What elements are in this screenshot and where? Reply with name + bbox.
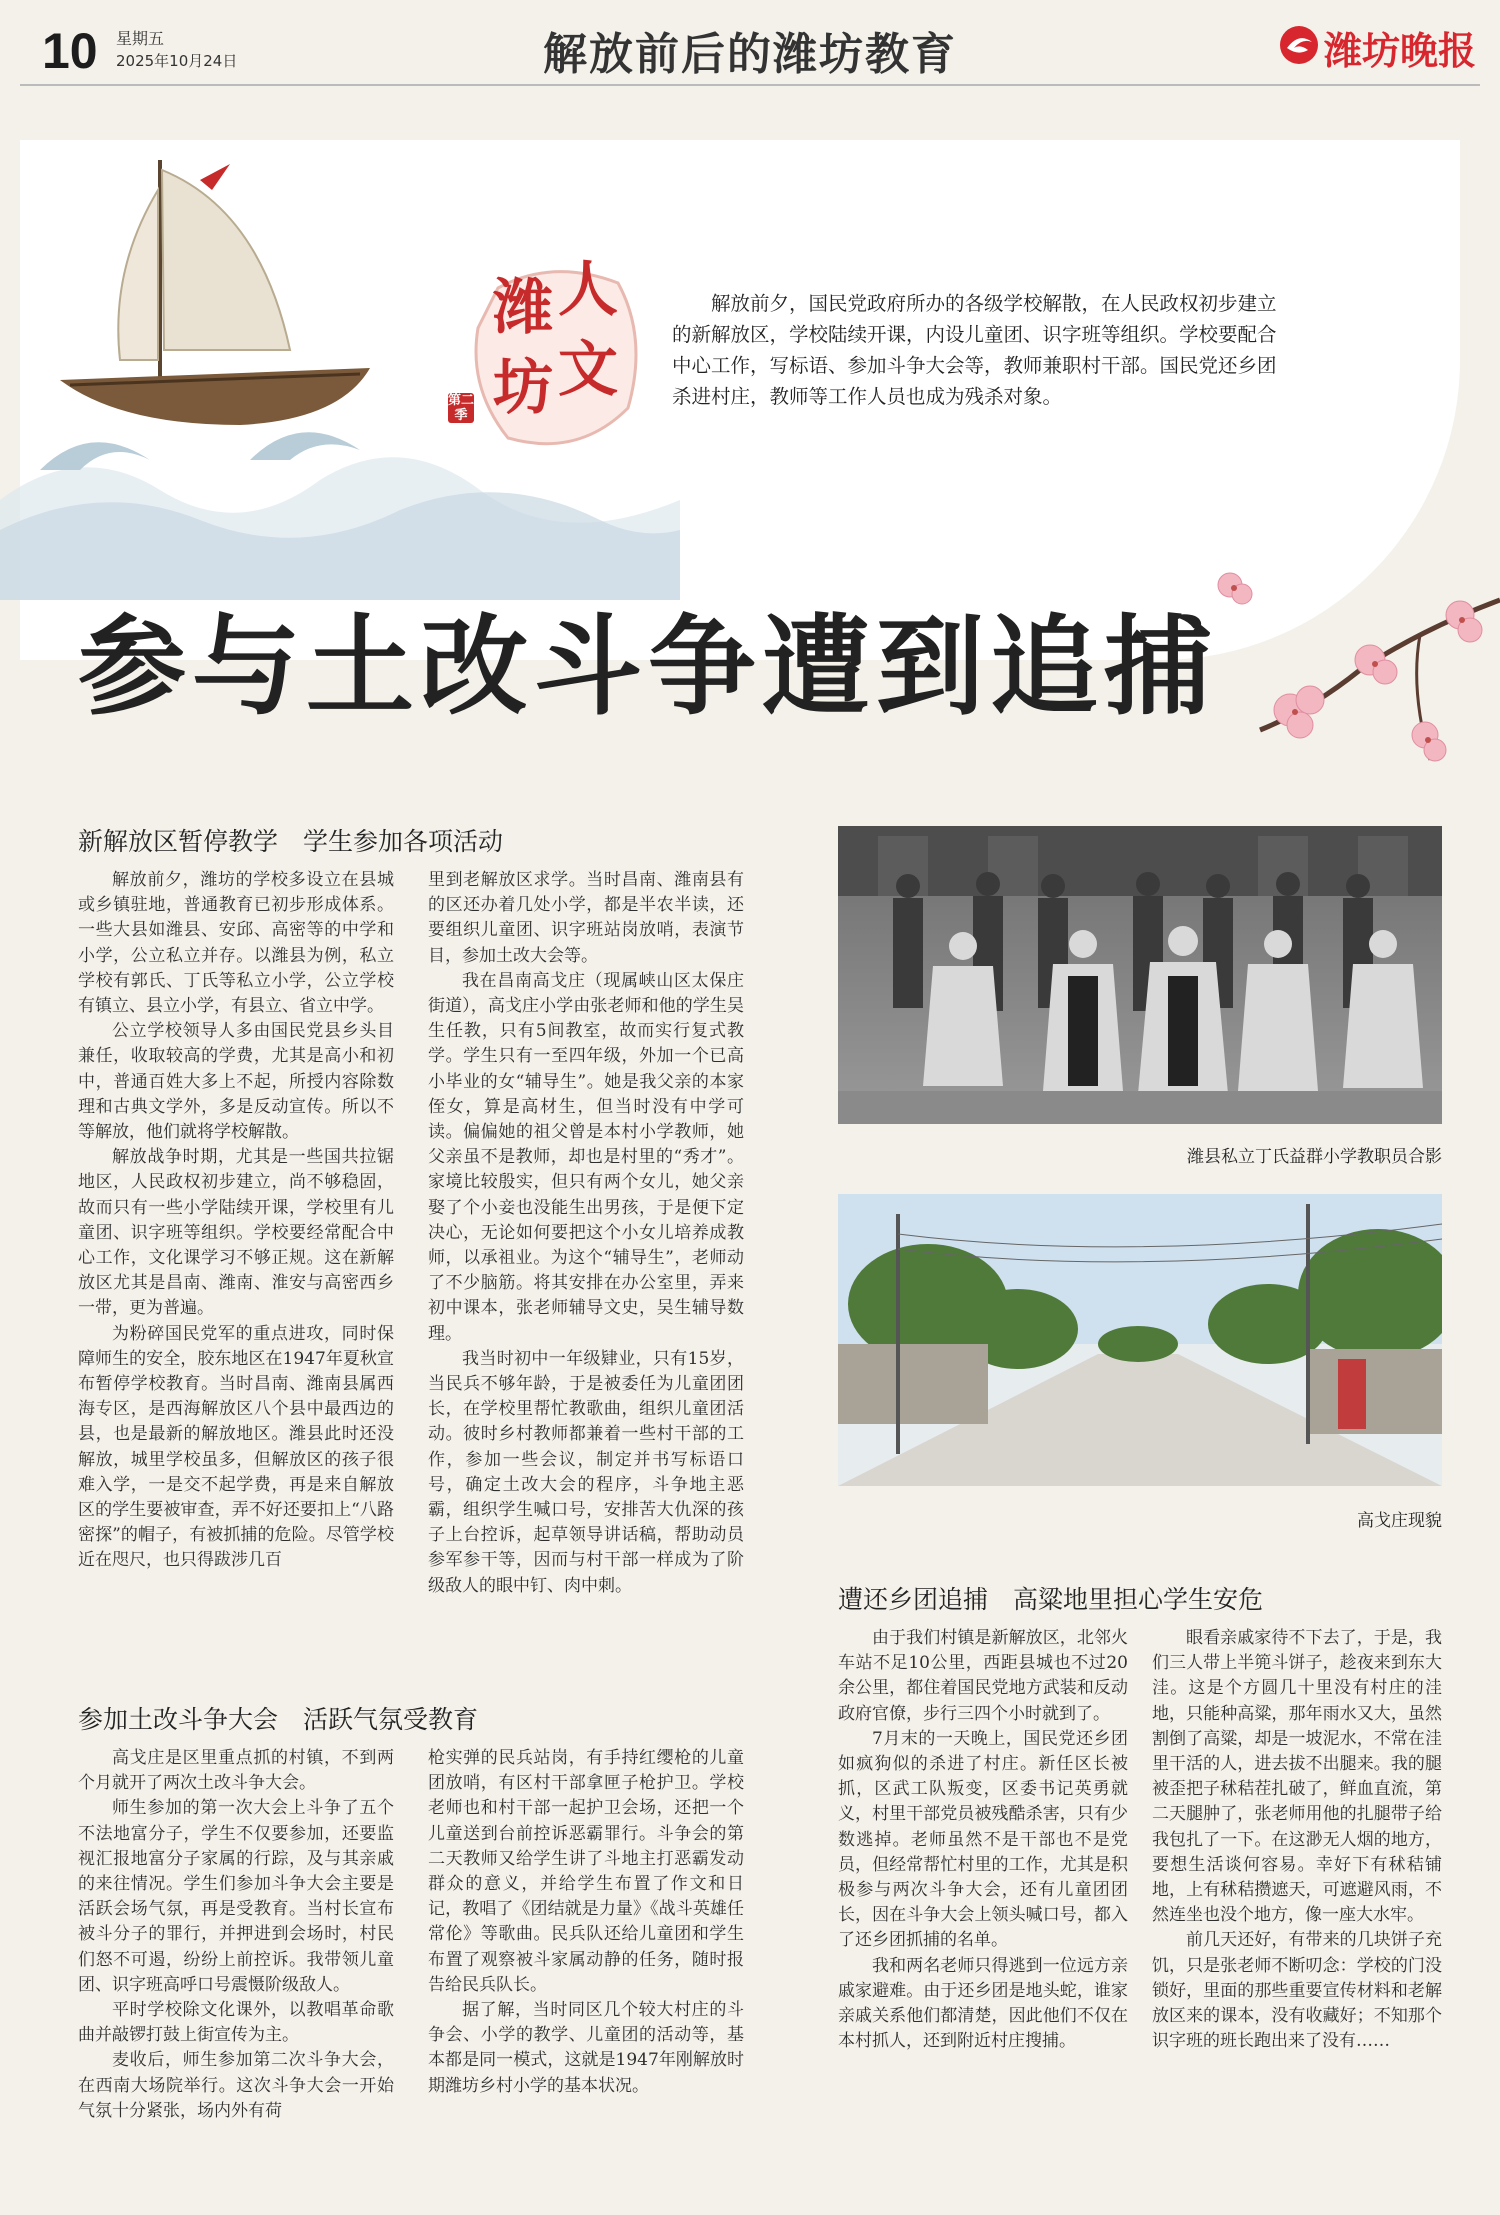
paragraph: 师生参加的第一次大会上斗争了五个不法地富分子，学生不仅要参加，还要监视汇报地富分子家属的行踪，及与其亲戚的来往情况。学生们参加斗争大会主要是活跃会场气氛，再是受教育。当村长宣布被斗分子的罪行，并押进到会场时，村民们怒不可遏，纷纷上前控诉。我带领儿童团、识字班高呼口号震慑阶级敌人。 [78, 1798, 394, 1995]
paragraph: 我和两名老师只得逃到一位远方亲戚家避难。由于还乡团是地头蛇，谁家亲戚关系他们都清楚，因此他们不仅在本村抓人，还到附近村庄搜捕。 [838, 1955, 1128, 2052]
paragraph: 里到老解放区求学。当时昌南、潍南县有的区还办着几处小学，都是半农半读，还要组织儿童团、识字班站岗放哨，表演节目，参加土改大会等。 [428, 870, 744, 966]
paragraph: 麦收后，师生参加第二次斗争大会，在西南大场院举行。这次斗争大会一开始气氛十分紧张，场内外有荷 [78, 2050, 394, 2121]
paragraph: 据了解，当时同区几个较大村庄的斗争会、小学的教学、儿童团的活动等，基本都是同一模式，这就是1947年刚解放时期潍坊乡村小学的基本状况。 [428, 2000, 744, 2096]
paragraph: 解放前夕，潍坊的学校多设立在县城或乡镇驻地，普通教育已初步形成体系。一些大县如潍县、安邱、高密等的中学和小学，公立私立并存。以潍县为例，私立学校有郭氏、丁氏等私立小学，公立学校有镇立、县立小学，有县立、省立中学。 [78, 870, 394, 1017]
brand-swirl-icon [1278, 24, 1320, 66]
paragraph: 解放战争时期，尤其是一些国共拉锯地区，人民政权初步建立，尚不够稳固，故而只有一些小学陆续开课，学校里有儿童团、识字班等组织。学校要经常配合中心工作，文化课学习不够正规。这在新解放区尤其是昌南、潍南、淮安与高密西乡一带，更为普遍。 [78, 1147, 394, 1319]
paragraph: 平时学校除文化课外，以教唱革命歌曲并敲锣打鼓上街宣传为主。 [78, 2000, 394, 2046]
section-heading-3: 遭还乡团追捕 高粱地里担心学生安危 [838, 1585, 1264, 1614]
section1-column-1 [78, 868, 394, 1574]
intro-paragraph: 解放前夕，国民党政府所办的各级学校解散，在人民政权初步建立的新解放区，学校陆续开课，内设儿童团、识字班等组织。学校要配合中心工作，写标语、参加斗争大会等，教师兼职村干部。国民党还乡团杀进村庄，教师等工作人员也成为残杀对象。 [672, 292, 1277, 408]
village-street-photo [838, 1194, 1442, 1486]
section2-column-1 [78, 1746, 394, 2124]
seal-char-wen: 文 [558, 335, 618, 405]
section-heading-1: 新解放区暂停教学 学生参加各项活动 [78, 827, 504, 856]
edition-title: 解放前后的潍坊教育 [543, 29, 957, 80]
paragraph: 为粉碎国民党军的重点进攻，同时保障师生的安全，胶东地区在1947年夏秋宣布暂停学校教育。当时昌南、潍南县属西海专区，是西海解放区八个县中最西边的县，也是最新的解放地区。潍县此时还没解放，城里学校虽多，但解放区的孩子很难入学，一是交不起学费，再是来自解放区的学生要被审查，弄不好还要扣上“八路密探”的帽子，有被抓捕的危险。尽管学校近在咫尺，也只得跋涉几百 [78, 1323, 394, 1571]
paragraph: 公立学校领导人多由国民党县乡头目兼任，收取较高的学费，尤其是高小和初中，普通百姓大多上不起，所授内容除数理和古典文学外，多是反动宣传。所以不等解放，他们就将学校解散。 [78, 1021, 394, 1143]
brand-name: 潍坊晚报 [1324, 29, 1477, 73]
page-number: 10 [42, 23, 98, 79]
section-heading-2: 参加土改斗争大会 活跃气氛受教育 [78, 1705, 479, 1734]
newspaper-logo [1278, 20, 1488, 73]
section2-column-2 [428, 1746, 744, 2099]
seal-char-ren: 人 [558, 255, 618, 325]
paragraph: 由于我们村镇是新解放区，北邻火车站不足10公里，西距县城也不过20余公里，都住着国民党地方武装和反动政府官僚，步行三四个小时就到了。 [838, 1628, 1128, 1724]
paragraph: 眼看亲戚家待不下去了，于是，我们三人带上半篼斗饼子，趁夜来到东大洼。这是个方圆几十里没有村庄的洼地，只能种高粱，那年雨水又大，虽然割倒了高粱，却是一坡泥水，不常在洼里干活的人，进去拔不出腿来。我的腿被歪把子秫秸茬扎破了，鲜血直流，第二天腿肿了，张老师用他的扎腿带子给我包扎了一下。在这渺无人烟的地方，要想生活谈何容易。幸好下有秫秸铺地，上有秫秸攒遮天，可遮避风雨，不然连坐也没个地方，像一座大水牢。 [1152, 1628, 1442, 1926]
seal-char-wei: 潍 [493, 273, 553, 343]
section3-column-1 [838, 1626, 1128, 2054]
headline: 参与土改斗争遭到追捕 [78, 605, 1219, 730]
sailing-ship-illustration [40, 150, 400, 450]
seal-brush-background [458, 255, 648, 458]
seal-season-badge: 第二季 [448, 393, 475, 423]
section1-column-2 [428, 868, 744, 1599]
section3-column-2 [1152, 1626, 1442, 2054]
photo2-caption: 高戈庄现貌 [1357, 1511, 1442, 1531]
paragraph: 枪实弹的民兵站岗，有手持红缨枪的儿童团放哨，有区村干部拿匣子枪护卫。学校老师也和村干部一起护卫会场，还把一个儿童送到台前控诉恶霸罪行。斗争会的第二天教师又给学生讲了斗地主打恶霸发动群众的意义，并给学生布置了作文和日记，教唱了《团结就是力量》《战斗英雄任常伦》等歌曲。民兵队还给儿童团和学生布置了观察被斗家属动静的任务，随时报告给民兵队长。 [428, 1748, 744, 1995]
issue-date: 2025年10月24日 [116, 52, 238, 70]
paragraph: 高戈庄是区里重点抓的村镇，不到两个月就开了两次土改斗争大会。 [78, 1748, 394, 1794]
header-divider [20, 84, 1480, 86]
faculty-group-photo [838, 826, 1442, 1124]
paragraph: 7月末的一天晚上，国民党还乡团如疯狗似的杀进了村庄。新任区长被抓，区武工队叛变，区委书记英勇就义，村里干部党员被残酷杀害，只有少数逃掉。老师虽然不是干部也不是党员，但经常帮忙村里的工作，尤其是积极参与两次斗争大会，还有儿童团团长，因在斗争大会上领头喊口号，都入了还乡团抓捕的名单。 [838, 1728, 1128, 1951]
paragraph: 我当时初中一年级肄业，只有15岁，当民兵不够年龄，于是被委任为儿童团团长，在学校里帮忙教歌曲，组织儿童团活动。彼时乡村教师都兼着一些村干部的工作，参加一些会议，制定并书写标语口号，确定土改大会的程序，斗争地主恶霸，组织学生喊口号，安排苦大仇深的孩子上台控诉，起草领导讲话稿，帮助动员参军参干等，因而与村干部一样成为了阶级敌人的眼中钉、肉中刺。 [428, 1348, 744, 1596]
weekday-label: 星期五 [116, 29, 165, 48]
column-logo-seal [448, 255, 648, 458]
paragraph: 我在昌南高戈庄（现属峡山区太保庄街道），高戈庄小学由张老师和他的学生吴生任教，只有5间教室，故而实行复式教学。学生只有一至四年级，外加一个已高小毕业的女“辅导生”。她是我父亲的本家侄女，算是高材生，但当时没有中学可读。偏偏她的祖父曾是本村小学教师，她父亲虽不是教师，却也是村里的“秀才”。家境比较殷实，但只有两个女儿，她父亲娶了个小妾也没能生出男孩，于是便下定决心，无论如何要把这个小女儿培养成教师，以承祖业。为这个“辅导生”，老师动了不少脑筋。将其安排在办公室里，弄来初中课本，张老师辅导文史，吴生辅导数理。 [428, 970, 744, 1344]
seal-char-fang: 坊 [493, 353, 553, 423]
photo1-caption: 潍县私立丁氏益群小学教职员合影 [1187, 1147, 1442, 1167]
paragraph: 前几天还好，有带来的几块饼子充饥，只是张老师不断叨念：学校的门没锁好，里面的那些重要宣传材料和老解放区来的课本，没有收藏好；不知那个识字班的班长跑出来了没有…… [1152, 1930, 1442, 2052]
